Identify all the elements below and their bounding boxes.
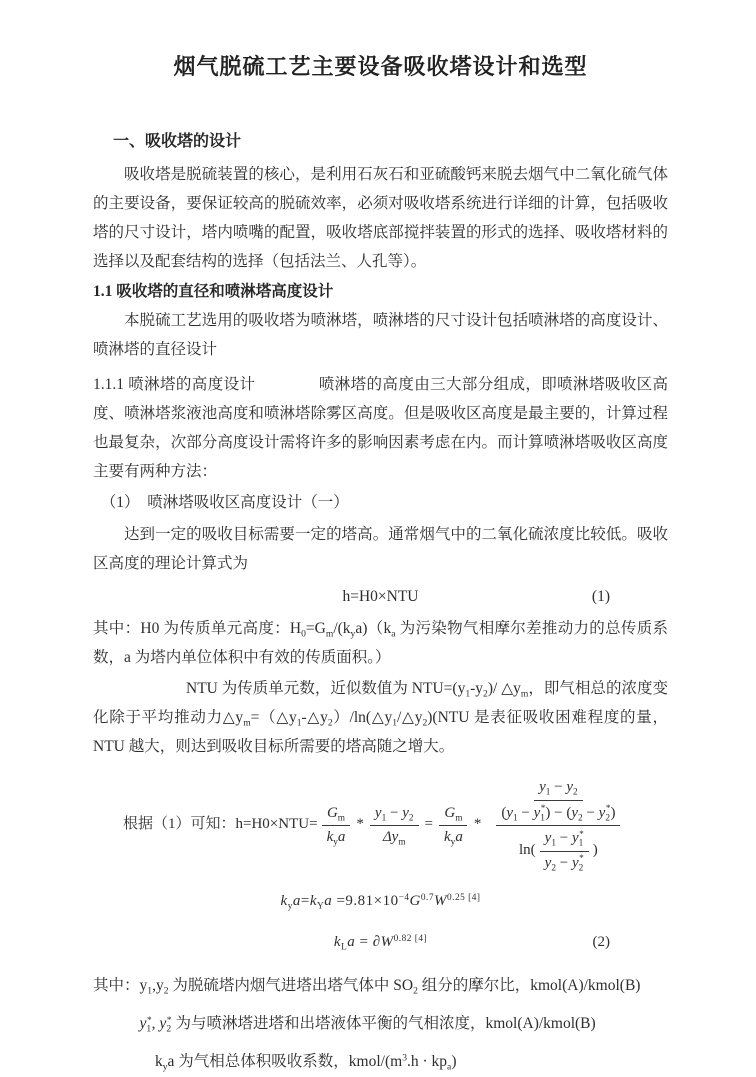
equation-1-number: (1) [591,588,610,605]
page-title: 烟气脱硫工艺主要设备吸收塔设计和选型 [173,54,588,79]
paragraph-ntu-definition: NTU 为传质单元数，近似数值为 $NTU=(y_1-y_2)/$ $\triangle y_m$，即气相总的浓度变化除于平均推动力$\triangle y_m=(\triangle y_1-\triangle y_2)/\ln(\triangle y_1/\triangle y_2)(NTU$ 是表征吸收困难程度的量，NTU 越大，则达到吸收目标所需要的塔高随之增大。 [93,680,668,755]
equation-main [123,777,668,873]
equation-2-number: (2) [592,934,610,950]
fraction-big: $y_1 - y_2$ $(y_1 - y_1^*) - (y_2 - y_2^*)$ ln( $\frac{y_1 - y_1^*}{y_2 - y_2^*}$ ) [487,777,629,873]
paragraph-where-y: 其中：$y_1,y_2$ 为脱硫塔内烟气进塔出塔气体中 $SO_2$ 组分的摩尔比，kmol(A)/kmol(B) [93,977,641,997]
paragraph-1-1-1: 1.1.1 喷淋塔的高度设计 喷淋塔的高度由三大部分组成，即喷淋塔吸收区高度、喷淋塔浆液池高度和喷淋塔除雾区高度。但是吸收区高度是最主要的，计算过程也最复杂，次部分高度设计需将许多的影响因素考虑在内。而计算喷淋塔吸收区高度主要有两种方法： [93,376,668,480]
section-1-heading: 一、吸收塔的设计 [113,133,242,150]
paragraph-intro: 吸收塔是脱硫装置的核心，是利用石灰石和亚硫酸钙来脱去烟气中二氧化硫气体的主要设备，要保证较高的脱硫效率，必须对吸收塔系统进行详细的计算，包括吸收塔的尺寸设计，塔内喷嘴的配置，吸收塔底部搅拌装置的形式的选择、吸收塔材料的选择以及配套结构的选择（包括法兰、人孔等）。 [93,166,668,270]
fraction-gm-kya-2: $\frac{G_m}{k_ya}$ [439,803,468,848]
equation-main-lead: 根据（1）可知： [123,816,236,833]
ln-close: ) [592,841,598,858]
equation-1 [93,582,668,612]
paragraph-h0-definition: 其中：H0 为传质单元高度：$H_0=G_m/(k_ya)(k_a$ 为污染物气相摩尔差推动力的总传质系数，a 为塔内单位体积中有效的传质面积。） [93,620,668,666]
equation-kla: $k_La = \partial W^{0.82 [4]}$ (2) [333,933,610,953]
heading-1-1: 1.1 吸收塔的直径和喷淋塔高度设计 [93,283,334,300]
fraction-gm-kya: $\frac{G_m}{k_ya}$ [322,803,351,848]
fraction-ntu: $\frac{y_1 - y_2}{\Delta y_m}$ [370,803,419,848]
paragraph-ystar-definition: $y_1^*$, $y_2^*$ 为与喷淋塔进塔和出塔液体平衡的气相浓度，kmol(A)/kmol(B) [139,1014,596,1035]
fraction-logmean: $(y_1 - y_1^*) - (y_2 - y_2^*)$ ln( $\frac{y_1 - y_1^*}{y_2 - y_2^*}$ ) [496,803,620,874]
paragraph-kya-definition: $k_ya$ 为气相总体积吸收系数，kmol/$(m^3.h \cdot kp_a)$ [155,1052,457,1073]
equals-operator: = [424,816,433,833]
paragraph-goal: 达到一定的吸收目标需要一定的塔高。通常烟气中的二氧化硫浓度比较低。吸收区高度的理论计算式为 [93,526,668,572]
list-item-1: （1） 喷淋塔吸收区高度设计（一） [100,494,349,511]
fraction-big-denominator [487,801,629,874]
paragraph-1-1: 本脱硫工艺选用的吸收塔为喷淋塔，喷淋塔的尺寸设计包括喷淋塔的高度设计、喷淋塔的直径设计 [93,312,668,358]
ln-open: ln( [519,841,536,858]
equation-1-body: h=H0×NTU [342,588,419,605]
equation-main-lhs: h=H0×NTU= [235,816,318,833]
page-content [93,0,668,1077]
fraction-ln-inner: $\frac{y_1 - y_1^*}{y_2 - y_2^*}$ [540,828,589,873]
equation-kya: $k_ya=k_Ya =9.81\times 10^{-4}G^{0.7}W^{0.25 [4]}$ [280,892,481,912]
log-term [514,826,603,873]
multiply-operator: * [356,816,364,833]
multiply-operator-2: * [473,816,482,833]
